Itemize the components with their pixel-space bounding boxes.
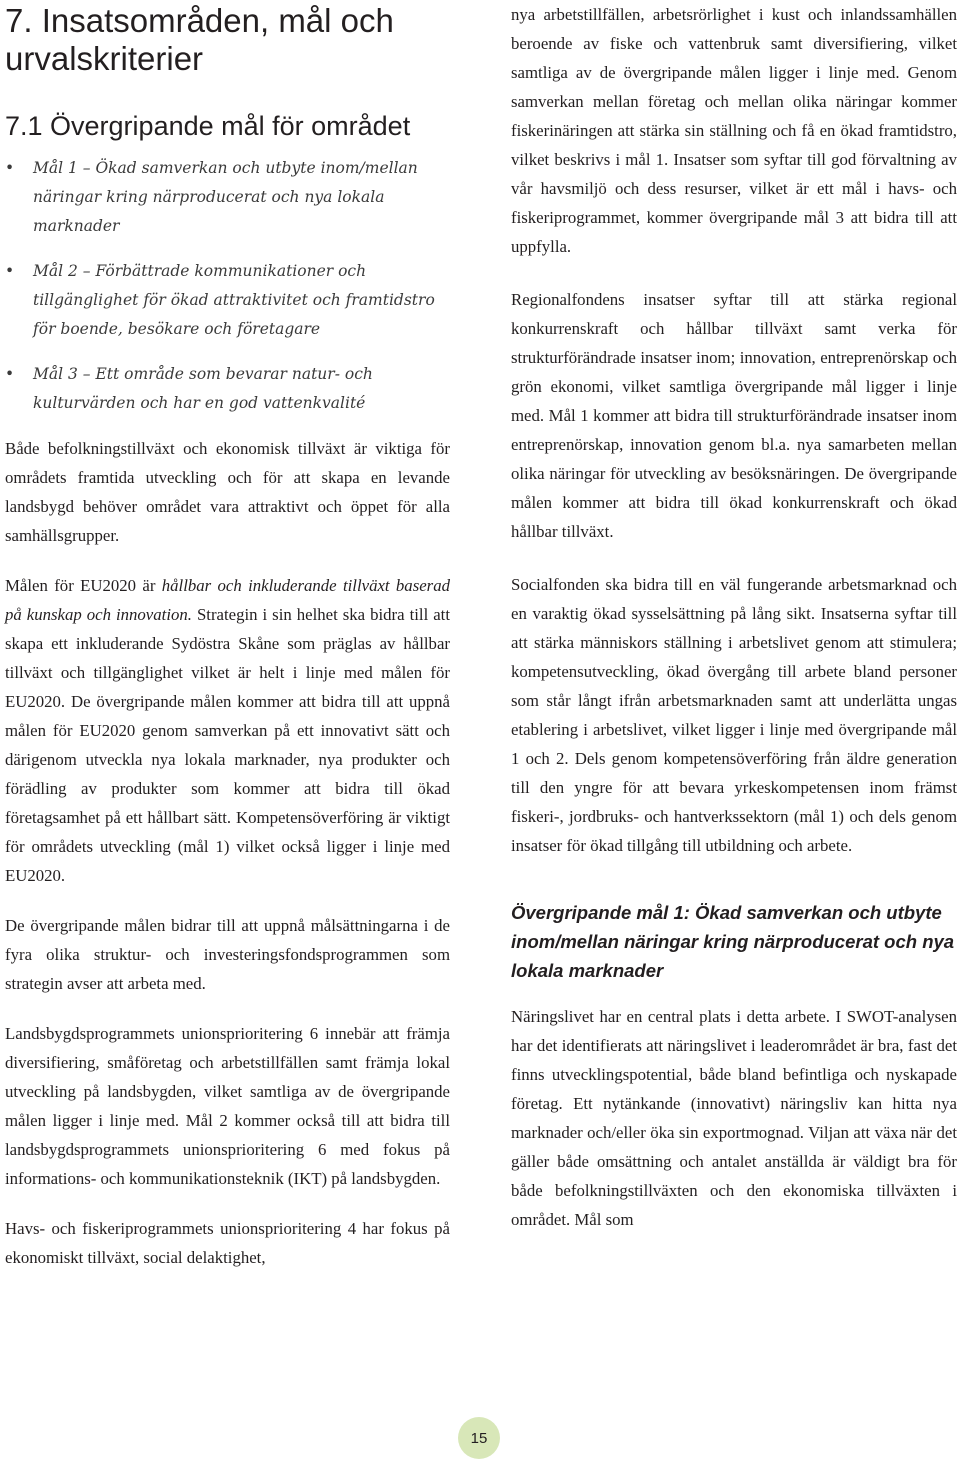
right-column <box>511 0 957 1258</box>
goal-item: • Mål 3 – Ett område som bevarar natur- och kulturvärden och har en god vattenkvalité <box>5 360 450 418</box>
left-column <box>5 0 450 1293</box>
paragraph-rural-programme: Landsbygdsprogrammets unionsprioritering 6 innebär att främja diversifiering, småföretag och arbetstillfällen samt främja lokal utveckling på landsbygden, vilket samtliga av de övergripande målen ligger i linje med. Mål 2 kommer också till att bidra till landsbygdsprogrammets unionsprioritering 6 med fokus på informations- och kommunikationsteknik (IKT) på landsbygden. <box>5 1024 450 1188</box>
section-heading: 7.1 Övergripande mål för området <box>5 111 411 141</box>
page-number-badge <box>458 1417 500 1459</box>
paragraph-growth: Både befolkningstillväxt och ekonomisk tillväxt är viktiga för områdets framtida utveckling och för att skapa en levande landsbygd behöver området vara attraktivt och öppet för alla samhällsgrupper. <box>5 439 450 545</box>
paragraph-eu2020-emphasis: hållbar och inkluderande tillväxt baserad på kunskap och innovation. <box>5 576 450 624</box>
paragraph-business: Näringslivet har en central plats i detta arbete. I SWOT-analysen har det identifierats att näringslivet i leaderområdet är bra, fast det finns utvecklingspotential, både bland befintliga och nyskapade företag. Ett nytänkande (innovativt) näringsliv kan hitta nya marknader och/eller öka sin exportmognad. Viljan att växa när det gäller både omsättning och antalet anställda är väldigt bra för både befolkningstillväxten och den ekonomiska tillväxten i området. Mål som <box>511 1007 957 1229</box>
paragraph-eu2020 <box>5 571 450 890</box>
paragraph-fisheries-programme: Havs- och fiskeriprogrammets unionsprioritering 4 har fokus på ekonomiskt tillväxt, social delaktighet, <box>5 1219 450 1267</box>
page-number: 15 <box>470 1429 488 1447</box>
paragraph-eu2020-rest: Strategin i sin helhet ska bidra till att skapa ett inkluderande Sydöstra Skåne som präglas av hållbar tillväxt och tillgänglighet vilket är helt i linje med målen för EU2020. De övergripande målen kommer att bidra till att uppnå målen för EU2020 genom samverkan på ett innovativt sätt och därigenom utveckla nya lokala marknader, nya produkter och förädling av produkter som kommer att bidra till ökad företagsamhet på ett hållbart sätt. Kompetensöverföring är viktigt för områdets utveckling (mål 1) vilket också ligger i linje med EU2020. <box>5 605 450 885</box>
paragraph-regional-fund: Regionalfondens insatser syftar till att stärka regional konkurrenskraft och hållbar tillväxt samt verka för strukturförändrade insatser inom; innovation, entreprenörskap och grön ekonomi, vilket samtliga övergripande mål ligger i linje med. Mål 1 kommer att bidra till strukturförändrade insatser inom entreprenörskap, innovation genom bl.a. nya samarbeten mellan olika näringar för utveckling av besöksnäringen. De övergripande målen kommer att bidra till ökad konkurrenskraft och ökad hållbar tillväxt. <box>511 290 957 541</box>
goal-item: • Mål 1 – Ökad samverkan och utbyte inom/mellan näringar kring närproducerat och nya lokala marknader <box>5 154 450 241</box>
paragraph-fisheries-continued: nya arbetstillfällen, arbetsrörlighet i kust och inlandssamhällen beroende av fiske och vattenbruk samt diversifiering, vilket samtliga av de övergripande målen ligger i linje med. Genom samverkan mellan företag och mellan olika näringar kommer fiskerinäringen att stärka sin ställning och få en ökad framtidstro, vilket beskrivs i mål 1. Insatser som syftar till god förvaltning av vår havsmiljö och dess resurser, vilket är ett mål i havs- och fiskeriprogrammet, kommer övergripande mål 3 att bidra till att uppfylla. <box>511 5 957 256</box>
page-title: 7. Insatsområden, mål och urvalskriterier <box>5 2 394 77</box>
goal-item: • Mål 2 – Förbättrade kommunikationer och tillgänglighet för ökad attraktivitet och framtidstro för boende, besökare och företagare <box>5 257 450 344</box>
paragraph-eu2020-lead: Målen för EU2020 är <box>5 576 162 595</box>
paragraph-social-fund: Socialfonden ska bidra till en väl fungerande arbetsmarknad och en varaktig ökad sysselsättning på lång sikt. Insatserna syftar till att stärka människors ställning i arbetslivet genom att stimulera; kompetensutveckling, ökad övergång till arbete bland personer som står långt ifrån arbetsmarknaden samt att underlätta ungas etablering i arbetslivet, vilket ligger i linje med övergripande mål 1 och 2. Dels genom kompetensöverföring från äldre generation till den yngre för att bevara yrkeskompetensen inom främst fiskeri-, jordbruks- och hantverkssektorn (mål 1) och dels genom insatser för ökad tillgång till utbildning och arbete. <box>511 575 957 855</box>
goal-1-heading: Övergripande mål 1: Ökad samverkan och utbyte inom/mellan näringar kring närproducerat och nya lokala marknader <box>511 902 955 981</box>
paragraph-funds: De övergripande målen bidrar till att uppnå målsättningarna i de fyra olika struktur- och investeringsfondsprogrammen som strategin avser att arbeta med. <box>5 916 450 993</box>
goal-list <box>5 154 450 418</box>
